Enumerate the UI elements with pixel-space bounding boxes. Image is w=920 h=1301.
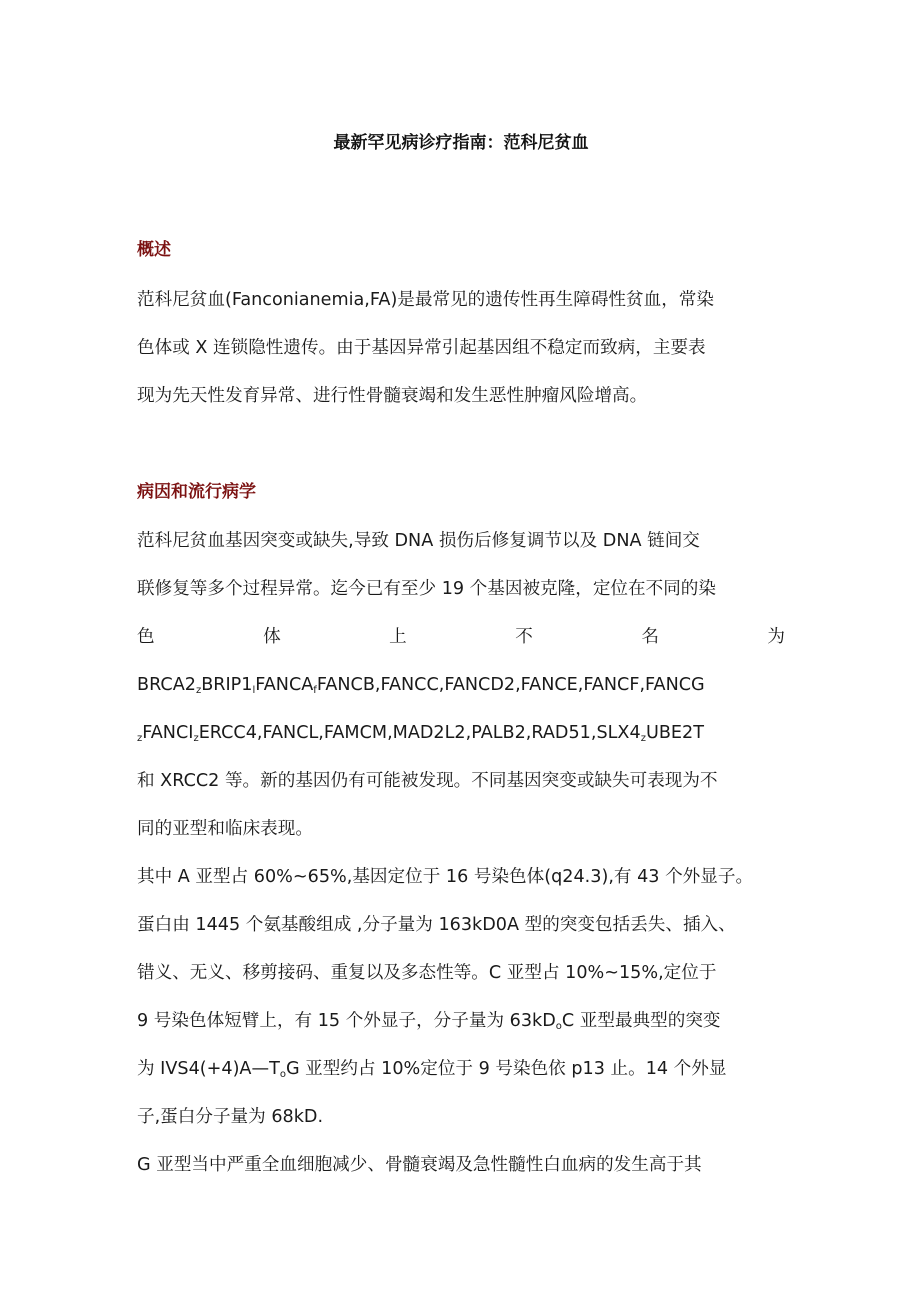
text-fragment: 为 IVS4(+4)A—T <box>137 1059 280 1079</box>
text-line: 其中 A 亚型占 60%~65%,基因定位于 16 号染色体(q24.3),有 43 个外显子。 <box>137 867 754 887</box>
gene-list-line <box>137 709 785 757</box>
spread-word: 上 <box>389 627 407 647</box>
text-line: 色体或 X 连锁隐性遗传。由于基因异常引起基因组不稳定而致病，主要表 <box>137 338 706 358</box>
text-line: G 亚型当中严重全血细胞减少、骨髓衰竭及急性髓性白血病的发生高于其 <box>137 1155 702 1175</box>
subscript: o <box>555 1021 562 1032</box>
subscript: o <box>279 1069 286 1080</box>
text-line: 和 XRCC2 等。新的基因仍有可能被发现。不同基因突变或缺失可表现为不 <box>137 771 718 791</box>
subscript: z <box>137 733 143 744</box>
subscript: z <box>195 685 202 696</box>
text-fragment: G 亚型约占 10%定位于 9 号染色依 p13 止。14 个外显 <box>285 1059 727 1079</box>
text-line: 范科尼贫血基因突变或缺失,导致 DNA 损伤后修复调节以及 DNA 链间交 <box>137 531 700 551</box>
text-fragment: 9 号染色体短臂上，有 15 个外显子，分子量为 63kD <box>137 1011 556 1031</box>
section-heading-overview: 概述 <box>137 240 171 260</box>
gene-list-line <box>137 661 785 709</box>
subscript: z <box>640 733 646 744</box>
text-line: 子,蛋白分子量为 68kD. <box>137 1107 324 1127</box>
spread-word: 不 <box>515 627 533 647</box>
subscript: l <box>252 685 256 696</box>
text-line: 错义、无义、移剪接码、重复以及多态性等。C 亚型占 10%~15%,定位于 <box>137 963 717 983</box>
spread-word: 为 <box>767 627 785 647</box>
subscript: f <box>313 685 317 696</box>
text-line: 同的亚型和临床表现。 <box>137 819 313 839</box>
section-heading-etiology: 病因和流行病学 <box>137 482 256 502</box>
gene-name: UBE2T <box>645 723 704 743</box>
spread-word: 色 <box>137 627 155 647</box>
gene-name: FANCA <box>255 675 314 695</box>
page-title: 最新罕见病诊疗指南：范科尼贫血 <box>333 133 589 153</box>
gene-name: ERCC4,FANCL,FAMCM,MAD2L2,PALB2,RAD51,SLX4 <box>198 723 641 743</box>
spread-word: 名 <box>641 627 659 647</box>
text-fragment: C 亚型最典型的突变 <box>561 1011 721 1031</box>
subscript: z <box>193 733 199 744</box>
gene-name: BRIP1 <box>201 675 253 695</box>
text-line: 现为先天性发育异常、进行性骨髓衰竭和发生恶性肿瘤风险增高。 <box>137 386 648 406</box>
overview-paragraph <box>137 276 785 420</box>
text-line: 蛋白由 1445 个氨基酸组成 ,分子量为 163kD0A 型的突变包括丢失、插入、 <box>137 915 736 935</box>
gene-name: FANCB,FANCC,FANCD2,FANCE,FANCF,FANCG <box>316 675 705 695</box>
spread-word: 体 <box>263 627 281 647</box>
text-line: 联修复等多个过程异常。迄今已有至少 19 个基因被克隆，定位在不同的染 <box>137 579 716 599</box>
etiology-paragraph <box>137 517 785 1189</box>
gene-name: BRCA2 <box>137 675 196 695</box>
text-line: 范科尼贫血(Fanconianemia,FA)是最常见的遗传性再生障碍性贫血，常染 <box>137 290 714 310</box>
spread-text-line <box>137 613 785 661</box>
gene-name: FANCI <box>142 723 194 743</box>
text-line <box>137 1045 785 1093</box>
text-line <box>137 997 785 1045</box>
